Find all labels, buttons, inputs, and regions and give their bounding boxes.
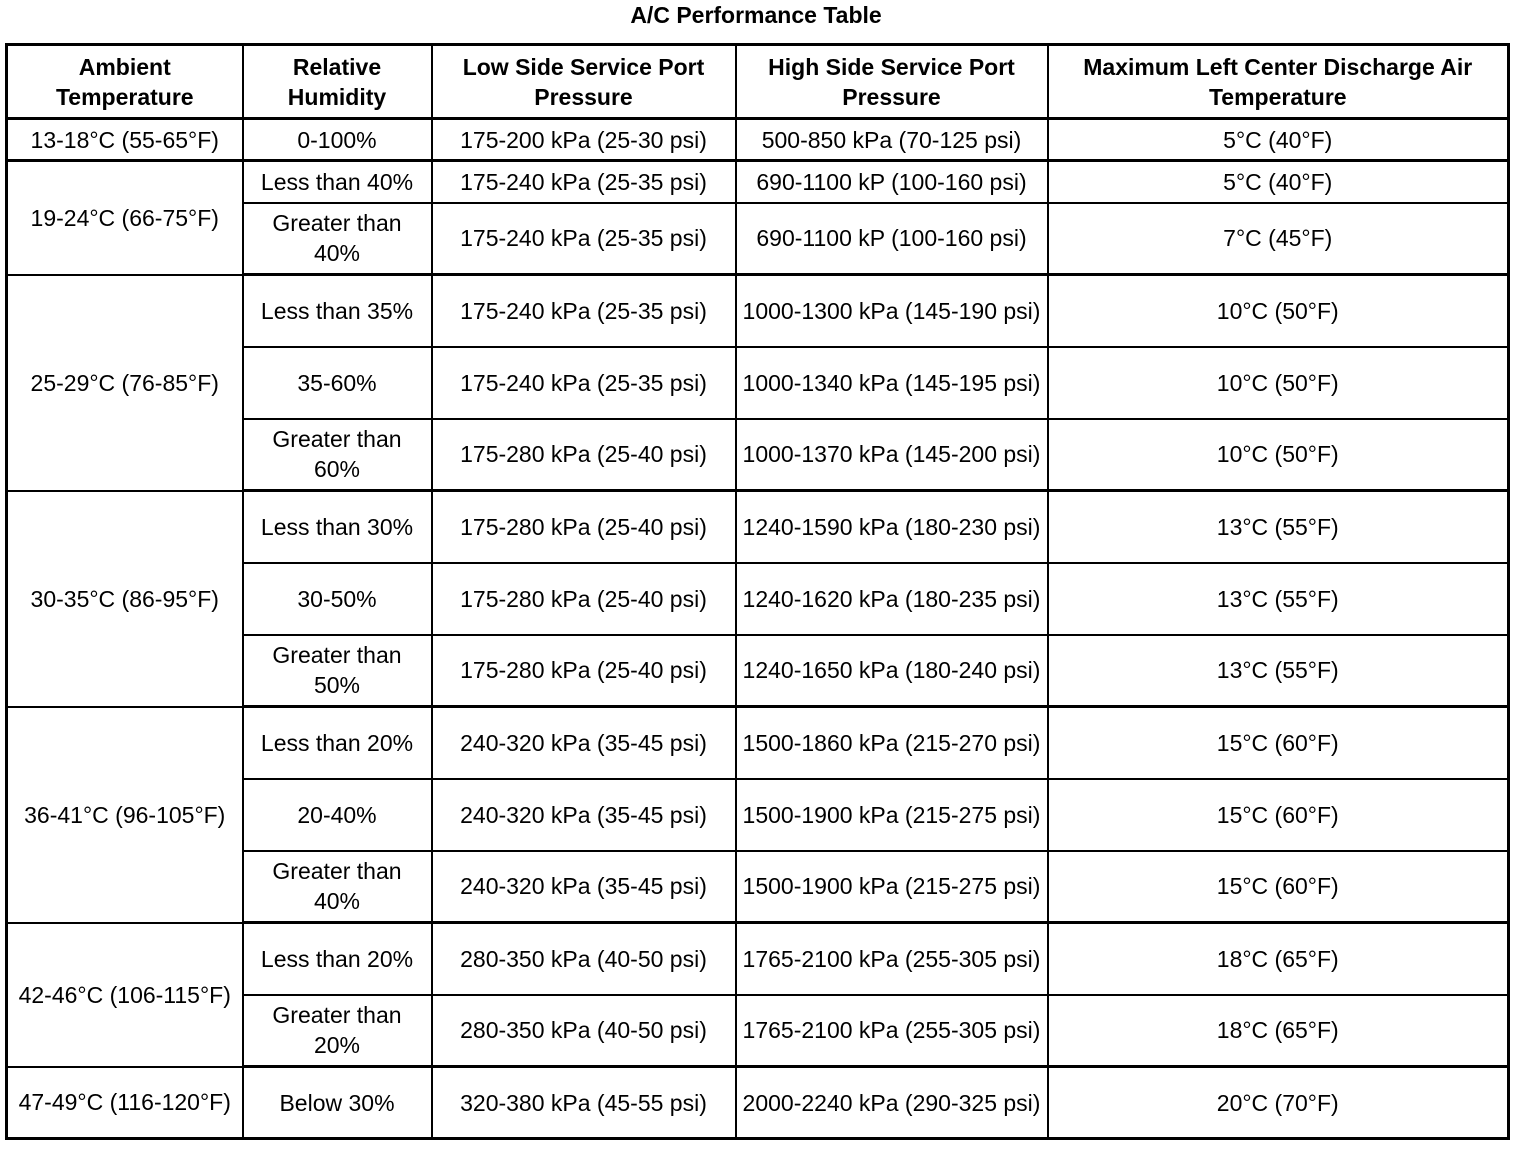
low-pressure-cell: 175-240 kPa (25-35 psi) (432, 275, 736, 347)
discharge-temp-cell: 10°C (50°F) (1048, 347, 1509, 419)
humidity-cell: 0-100% (243, 119, 432, 161)
humidity-cell: Greater than 40% (243, 203, 432, 275)
high-pressure-cell: 2000-2240 kPa (290-325 psi) (736, 1067, 1048, 1139)
header-relative-humidity: Relative Humidity (243, 45, 432, 119)
ambient-cell: 47-49°C (116-120°F) (7, 1067, 243, 1139)
discharge-temp-cell: 10°C (50°F) (1048, 419, 1509, 491)
discharge-temp-cell: 18°C (65°F) (1048, 995, 1509, 1067)
humidity-cell: 35-60% (243, 347, 432, 419)
humidity-cell: Less than 35% (243, 275, 432, 347)
ambient-cell: 13-18°C (55-65°F) (7, 119, 243, 161)
ambient-cell: 30-35°C (86-95°F) (7, 491, 243, 707)
humidity-cell: 30-50% (243, 563, 432, 635)
high-pressure-cell: 1765-2100 kPa (255-305 psi) (736, 923, 1048, 995)
header-low-side-pressure: Low Side Service Port Pressure (432, 45, 736, 119)
low-pressure-cell: 240-320 kPa (35-45 psi) (432, 779, 736, 851)
low-pressure-cell: 240-320 kPa (35-45 psi) (432, 707, 736, 779)
low-pressure-cell: 175-280 kPa (25-40 psi) (432, 491, 736, 563)
header-row (7, 45, 1509, 119)
humidity-cell: Greater than 50% (243, 635, 432, 707)
humidity-cell: 20-40% (243, 779, 432, 851)
ambient-cell: 25-29°C (76-85°F) (7, 275, 243, 491)
low-pressure-cell: 175-240 kPa (25-35 psi) (432, 203, 736, 275)
humidity-cell: Less than 30% (243, 491, 432, 563)
high-pressure-cell: 1000-1340 kPa (145-195 psi) (736, 347, 1048, 419)
low-pressure-cell: 280-350 kPa (40-50 psi) (432, 995, 736, 1067)
table-row (7, 1067, 1509, 1139)
discharge-temp-cell: 15°C (60°F) (1048, 779, 1509, 851)
table-row (7, 491, 1509, 563)
ambient-cell: 42-46°C (106-115°F) (7, 923, 243, 1067)
high-pressure-cell: 1240-1620 kPa (180-235 psi) (736, 563, 1048, 635)
low-pressure-cell: 175-200 kPa (25-30 psi) (432, 119, 736, 161)
discharge-temp-cell: 20°C (70°F) (1048, 1067, 1509, 1139)
discharge-temp-cell: 13°C (55°F) (1048, 635, 1509, 707)
discharge-temp-cell: 15°C (60°F) (1048, 707, 1509, 779)
high-pressure-cell: 1500-1860 kPa (215-270 psi) (736, 707, 1048, 779)
low-pressure-cell: 320-380 kPa (45-55 psi) (432, 1067, 736, 1139)
table-row (7, 707, 1509, 779)
discharge-temp-cell: 13°C (55°F) (1048, 491, 1509, 563)
humidity-cell: Greater than 40% (243, 851, 432, 923)
low-pressure-cell: 175-280 kPa (25-40 psi) (432, 563, 736, 635)
low-pressure-cell: 175-280 kPa (25-40 psi) (432, 419, 736, 491)
discharge-temp-cell: 10°C (50°F) (1048, 275, 1509, 347)
high-pressure-cell: 1500-1900 kPa (215-275 psi) (736, 851, 1048, 923)
table-row (7, 119, 1509, 161)
high-pressure-cell: 1765-2100 kPa (255-305 psi) (736, 995, 1048, 1067)
discharge-temp-cell: 7°C (45°F) (1048, 203, 1509, 275)
humidity-cell: Greater than 60% (243, 419, 432, 491)
humidity-cell: Less than 40% (243, 161, 432, 203)
discharge-temp-cell: 13°C (55°F) (1048, 563, 1509, 635)
high-pressure-cell: 500-850 kPa (70-125 psi) (736, 119, 1048, 161)
table-title: A/C Performance Table (630, 2, 882, 28)
discharge-temp-cell: 5°C (40°F) (1048, 119, 1509, 161)
low-pressure-cell: 175-240 kPa (25-35 psi) (432, 161, 736, 203)
high-pressure-cell: 1500-1900 kPa (215-275 psi) (736, 779, 1048, 851)
ambient-cell: 19-24°C (66-75°F) (7, 161, 243, 275)
humidity-cell: Less than 20% (243, 707, 432, 779)
table-row (7, 275, 1509, 347)
low-pressure-cell: 175-240 kPa (25-35 psi) (432, 347, 736, 419)
discharge-temp-cell: 18°C (65°F) (1048, 923, 1509, 995)
high-pressure-cell: 690-1100 kP (100-160 psi) (736, 161, 1048, 203)
header-ambient-temperature: Ambient Temperature (7, 45, 243, 119)
low-pressure-cell: 280-350 kPa (40-50 psi) (432, 923, 736, 995)
header-discharge-air-temperature: Maximum Left Center Discharge Air Temperature (1048, 45, 1509, 119)
high-pressure-cell: 1240-1650 kPa (180-240 psi) (736, 635, 1048, 707)
low-pressure-cell: 175-280 kPa (25-40 psi) (432, 635, 736, 707)
humidity-cell: Less than 20% (243, 923, 432, 995)
table-row (7, 161, 1509, 203)
low-pressure-cell: 240-320 kPa (35-45 psi) (432, 851, 736, 923)
table-row (7, 923, 1509, 995)
humidity-cell: Below 30% (243, 1067, 432, 1139)
humidity-cell: Greater than 20% (243, 995, 432, 1067)
high-pressure-cell: 690-1100 kP (100-160 psi) (736, 203, 1048, 275)
header-high-side-pressure: High Side Service Port Pressure (736, 45, 1048, 119)
discharge-temp-cell: 5°C (40°F) (1048, 161, 1509, 203)
ac-performance-table (5, 43, 1510, 1140)
high-pressure-cell: 1000-1300 kPa (145-190 psi) (736, 275, 1048, 347)
high-pressure-cell: 1240-1590 kPa (180-230 psi) (736, 491, 1048, 563)
discharge-temp-cell: 15°C (60°F) (1048, 851, 1509, 923)
high-pressure-cell: 1000-1370 kPa (145-200 psi) (736, 419, 1048, 491)
ambient-cell: 36-41°C (96-105°F) (7, 707, 243, 923)
